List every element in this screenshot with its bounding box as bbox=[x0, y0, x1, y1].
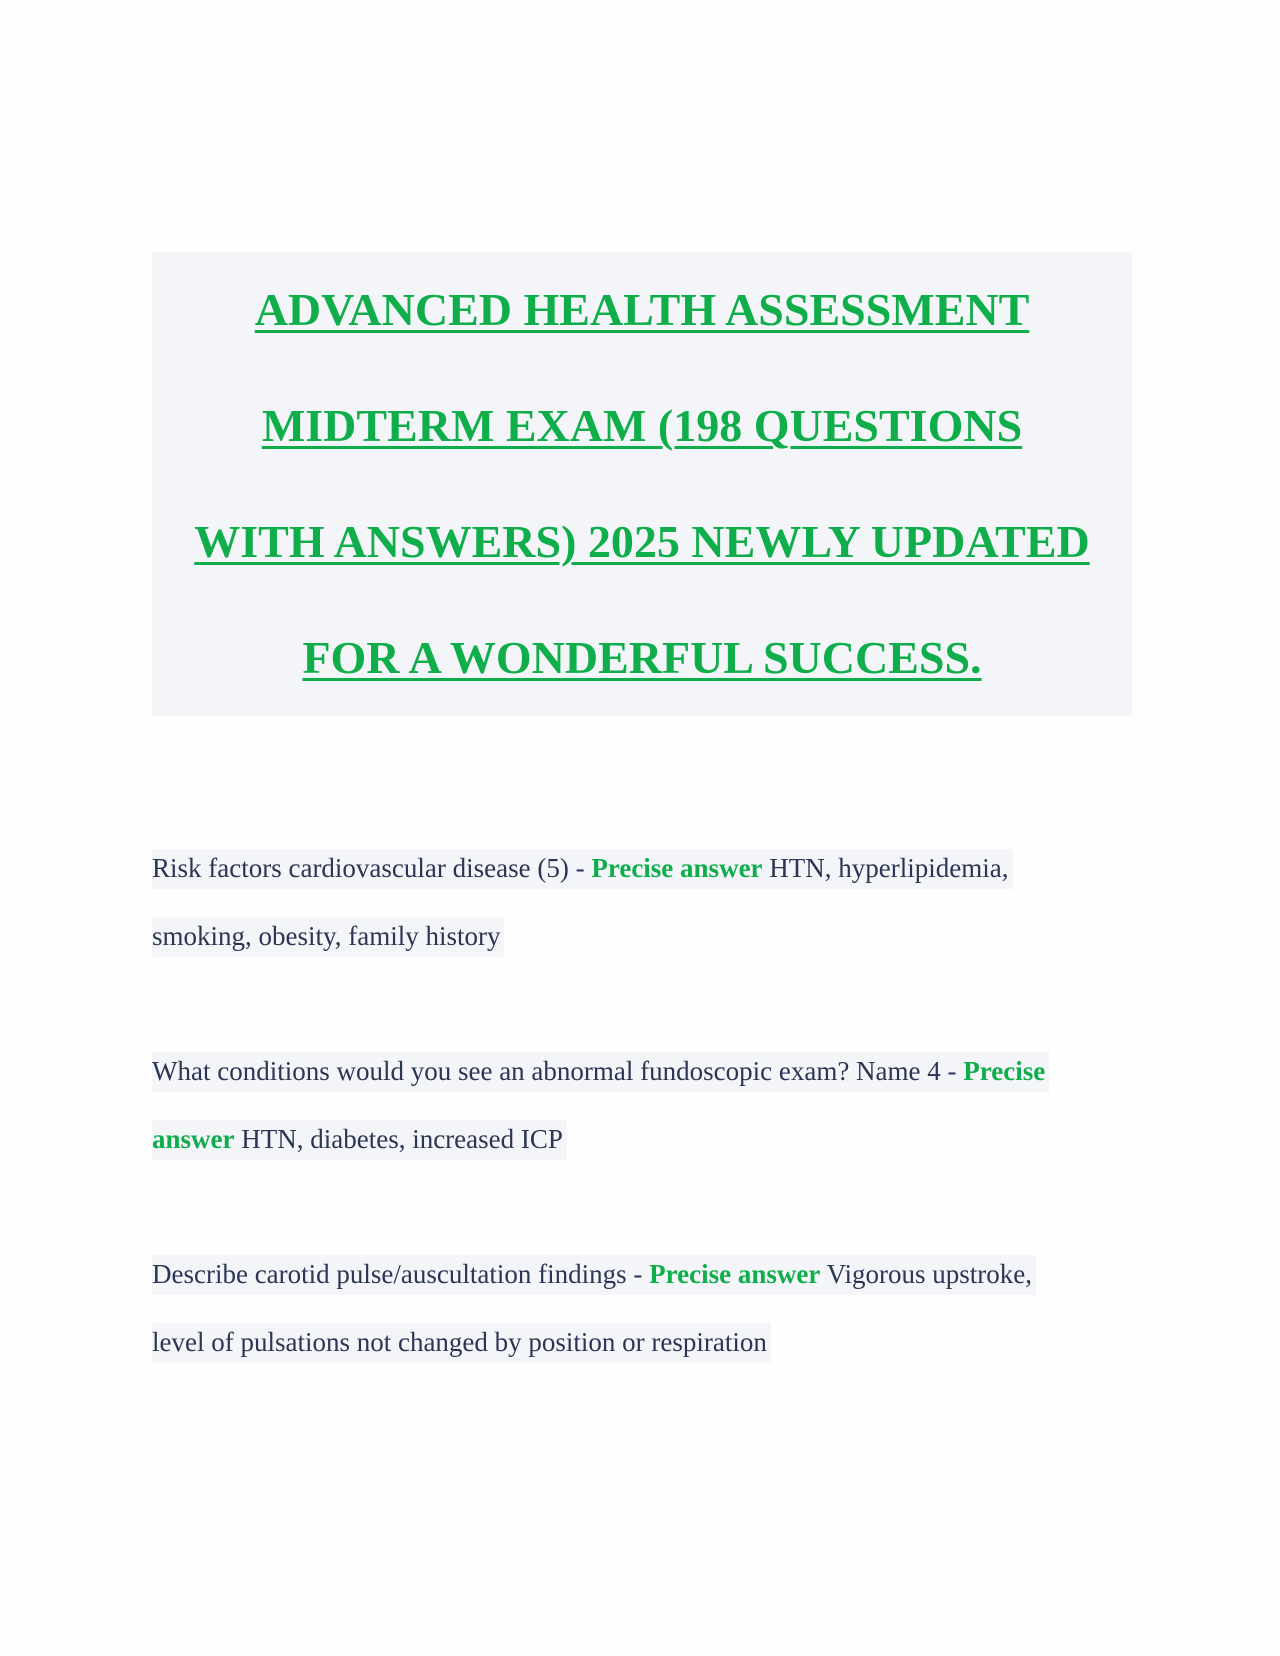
document-title bbox=[152, 252, 1132, 716]
title-line-3: WITH ANSWERS) 2025 NEWLY UPDATED bbox=[194, 516, 1090, 567]
question-text: Describe carotid pulse/auscultation findings - bbox=[152, 1259, 650, 1289]
qa-item bbox=[152, 1037, 1132, 1173]
answer-text-continued: smoking, obesity, family history bbox=[152, 917, 504, 957]
answer-label: Precise answer bbox=[649, 1259, 821, 1289]
title-line-2: MIDTERM EXAM (198 QUESTIONS bbox=[261, 400, 1023, 451]
qa-item bbox=[152, 834, 1132, 970]
question-text: Risk factors cardiovascular disease (5) - bbox=[152, 853, 592, 883]
question-text: What conditions would you see an abnormal fundoscopic exam? Name 4 - bbox=[152, 1056, 964, 1086]
answer-text: HTN, diabetes, increased ICP bbox=[234, 1124, 563, 1154]
answer-label-part1: Precise bbox=[963, 1056, 1046, 1086]
title-line-4: FOR A WONDERFUL SUCCESS. bbox=[302, 632, 982, 683]
title-line-1: ADVANCED HEALTH ASSESSMENT bbox=[254, 284, 1030, 335]
answer-text: Vigorous upstroke, bbox=[820, 1259, 1032, 1289]
answer-label: Precise answer bbox=[591, 853, 763, 883]
answer-label-part2: answer bbox=[152, 1124, 235, 1154]
answer-text: HTN, hyperlipidemia, bbox=[762, 853, 1009, 883]
answer-text-continued: level of pulsations not changed by position or respiration bbox=[152, 1323, 771, 1363]
qa-item bbox=[152, 1240, 1132, 1376]
